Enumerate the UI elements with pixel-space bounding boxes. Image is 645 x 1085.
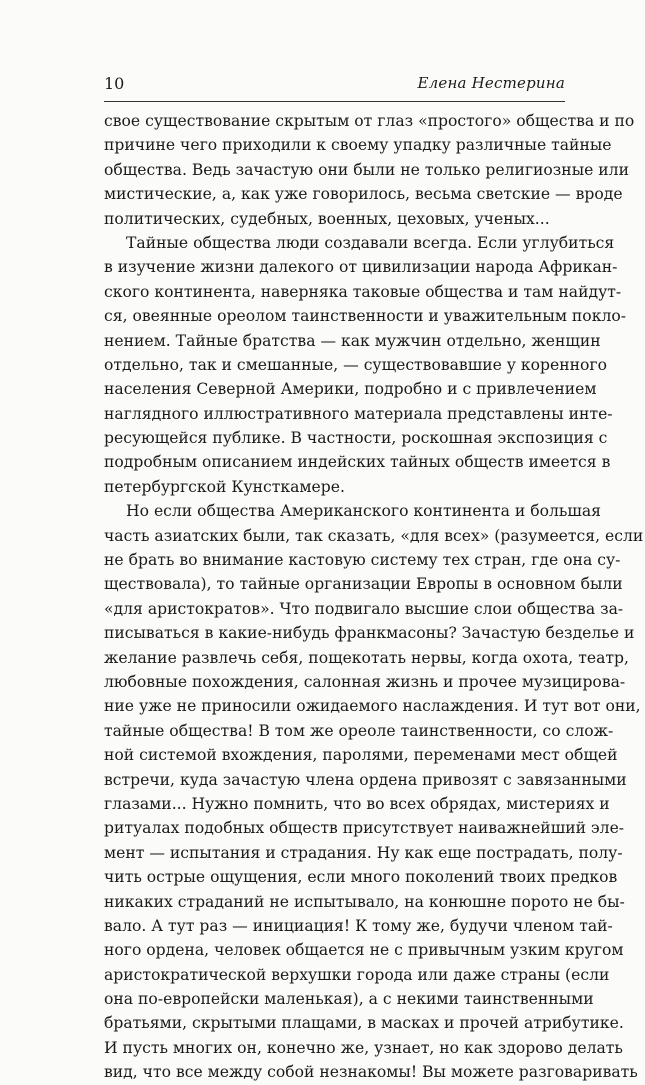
text-line: «для аристократов». Что подвигало высшие слои общества за- bbox=[104, 599, 624, 618]
text-line: часть азиатских были, так сказать, «для всех» (разумеется, если bbox=[104, 526, 644, 545]
text-line: братьями, скрытыми плащами, в масках и прочей атрибутике. bbox=[104, 1014, 624, 1033]
header-rule bbox=[104, 101, 565, 102]
text-line: ритуалах подобных обществ присутствует наиважнейший эле- bbox=[104, 819, 625, 838]
text-line: Но если общества Американского континента и большая bbox=[126, 502, 602, 521]
text-line: населения Северной Америки, подробно и с привлечением bbox=[104, 380, 597, 399]
text-line: чить острые ощущения, если много поколений твоих предков bbox=[104, 868, 618, 887]
text-line: причине чего приходили к своему упадку различные тайные bbox=[104, 136, 612, 155]
running-head-author: Елена Нестерина bbox=[417, 74, 565, 92]
text-line: в изучение жизни далекого от цивилизации народа Африкан- bbox=[104, 258, 618, 277]
text-line: подробным описанием индейских тайных обществ имеется в bbox=[104, 453, 611, 472]
text-line: Тайные общества люди создавали всегда. Если углубиться bbox=[126, 233, 615, 252]
text-line: любовные похождения, салонная жизнь и прочее музицирова- bbox=[104, 672, 626, 691]
text-line: ние уже не приносили ожидаемого наслаждения. И тут вот они, bbox=[104, 697, 641, 716]
text-line: петербургской Кунсткамере. bbox=[104, 477, 345, 496]
text-line: ществовала), то тайные организации Европы в основном были bbox=[104, 575, 623, 594]
text-line: мент — испытания и страдания. Ну как еще пострадать, полу- bbox=[104, 843, 623, 862]
text-line: никаких страданий не испытывало, на конюшне порото не бы- bbox=[104, 892, 625, 911]
text-line: встречи, куда зачастую члена ордена привозят с завязанными bbox=[104, 770, 627, 789]
page-header bbox=[104, 74, 565, 98]
text-line: аристократической верхушки города или даже страны (если bbox=[104, 965, 610, 984]
text-line: ского континента, наверняка таковые общества и там найдут- bbox=[104, 282, 622, 301]
text-line: не брать во внимание кастовую систему тех стран, где она су- bbox=[104, 551, 621, 570]
text-line: тайные общества! В том же ореоле таинственности, со слож- bbox=[104, 721, 614, 740]
text-line: писываться в какие-нибудь франкмасоны? Зачастую безделье и bbox=[104, 624, 635, 643]
text-line: ся, овеянные ореолом таинственности и уважительным покло- bbox=[104, 307, 627, 326]
text-line: ной системой вхождения, паролями, переменами мест общей bbox=[104, 746, 618, 765]
body-text bbox=[104, 109, 644, 1085]
text-line: ного ордена, человек общается не с привычным узким кругом bbox=[104, 941, 624, 960]
text-line: она по-европейски маленькая), а с некими таинственными bbox=[104, 990, 594, 1009]
text-line: вало. А тут раз — инициация! К тому же, будучи членом тай- bbox=[104, 916, 613, 935]
text-line: И пусть многих он, конечно же, узнает, но как здорово делать bbox=[104, 1038, 623, 1057]
text-line: наглядного иллюстративного материала представлены инте- bbox=[104, 404, 613, 423]
text-line: ресующейся публике. В частности, роскошная экспозиция с bbox=[104, 429, 608, 448]
text-line: нением. Тайные братства — как мужчин отдельно, женщин bbox=[104, 331, 601, 350]
text-line: желание развлечь себя, пощекотать нервы, когда охота, театр, bbox=[104, 648, 629, 667]
text-line: вид, что все между собой незнакомы! Вы можете разговаривать bbox=[104, 1063, 638, 1082]
text-line: мистические, а, как уже говорилось, весьма светские — вроде bbox=[104, 185, 623, 204]
text-line: общества. Ведь зачастую они были не только религиозные или bbox=[104, 160, 629, 179]
text-line: отдельно, так и смешанные, — существовавшие у коренного bbox=[104, 355, 607, 374]
text-line: политических, судебных, военных, цеховых, ученых... bbox=[104, 209, 550, 228]
text-line: глазами... Нужно помнить, что во всех обрядах, мистериях и bbox=[104, 794, 610, 813]
page-number: 10 bbox=[104, 74, 125, 93]
text-line: свое существование скрытым от глаз «простого» общества и по bbox=[104, 112, 635, 130]
